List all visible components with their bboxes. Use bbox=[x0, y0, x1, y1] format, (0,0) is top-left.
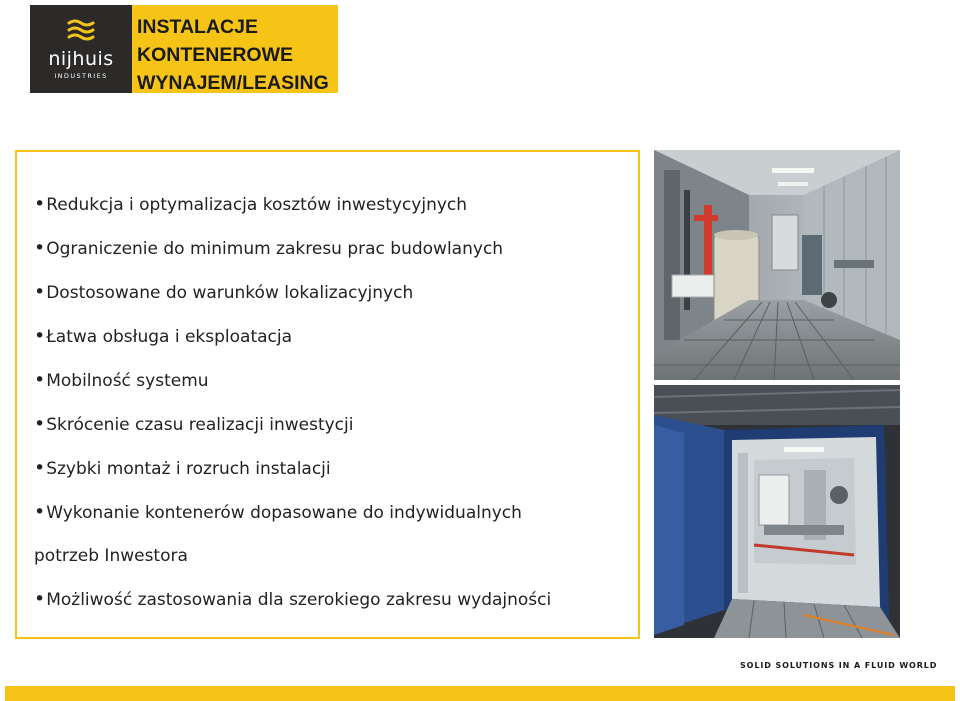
bullet-text: Możliwość zastosowania dla szerokiego zakresu wydajności bbox=[46, 590, 552, 610]
list-item bbox=[34, 403, 551, 447]
bullet-text: Skrócenie czasu realizacji inwestycji bbox=[46, 415, 354, 435]
slide-title bbox=[132, 5, 338, 93]
bullet-dot: • bbox=[34, 325, 46, 347]
bullet-dot: • bbox=[34, 281, 46, 303]
bullet-text: Dostosowane do warunków lokalizacyjnych bbox=[46, 283, 414, 303]
bullet-list bbox=[34, 183, 551, 622]
logo-subtitle: INDUSTRIES bbox=[54, 72, 108, 80]
bullet-text: Szybki montaż i rozruch instalacji bbox=[46, 459, 331, 479]
logo-wordmark: nijhuis bbox=[48, 48, 114, 70]
bullet-dot: • bbox=[34, 501, 46, 523]
list-item bbox=[34, 315, 551, 359]
list-item bbox=[34, 227, 551, 271]
title-line-1: INSTALACJE bbox=[137, 16, 258, 38]
bullet-text: Redukcja i optymalizacja kosztów inwestycyjnych bbox=[46, 195, 468, 215]
list-item bbox=[34, 359, 551, 403]
list-item bbox=[34, 183, 551, 227]
bullet-panel bbox=[15, 150, 640, 639]
container-interior-photo bbox=[654, 150, 900, 380]
container-open-photo bbox=[654, 385, 900, 638]
list-item bbox=[34, 447, 551, 491]
list-item bbox=[34, 578, 551, 622]
company-logo bbox=[30, 5, 132, 93]
title-line-2: KONTENEROWE bbox=[137, 44, 293, 66]
bullet-text: Łatwa obsługa i eksploatacja bbox=[46, 327, 293, 347]
footer-accent-bar bbox=[5, 686, 955, 701]
bullet-text: Wykonanie kontenerów dopasowane do indywidualnych bbox=[46, 503, 522, 523]
list-item-continuation bbox=[34, 535, 551, 578]
bullet-dot: • bbox=[34, 237, 46, 259]
wave-logo-icon bbox=[66, 18, 96, 44]
bullet-dot: • bbox=[34, 413, 46, 435]
title-line-3: WYNAJEM/LEASING bbox=[137, 72, 329, 94]
bullet-dot: • bbox=[34, 588, 46, 610]
bullet-dot: • bbox=[34, 193, 46, 215]
bullet-text: Mobilność systemu bbox=[46, 371, 209, 391]
bullet-dot: • bbox=[34, 369, 46, 391]
list-item bbox=[34, 491, 551, 535]
bullet-text: potrzeb Inwestora bbox=[34, 546, 188, 566]
list-item bbox=[34, 271, 551, 315]
company-tagline: SOLID SOLUTIONS IN A FLUID WORLD bbox=[740, 661, 938, 670]
bullet-text: Ograniczenie do minimum zakresu prac budowlanych bbox=[46, 239, 504, 259]
bullet-dot: • bbox=[34, 457, 46, 479]
